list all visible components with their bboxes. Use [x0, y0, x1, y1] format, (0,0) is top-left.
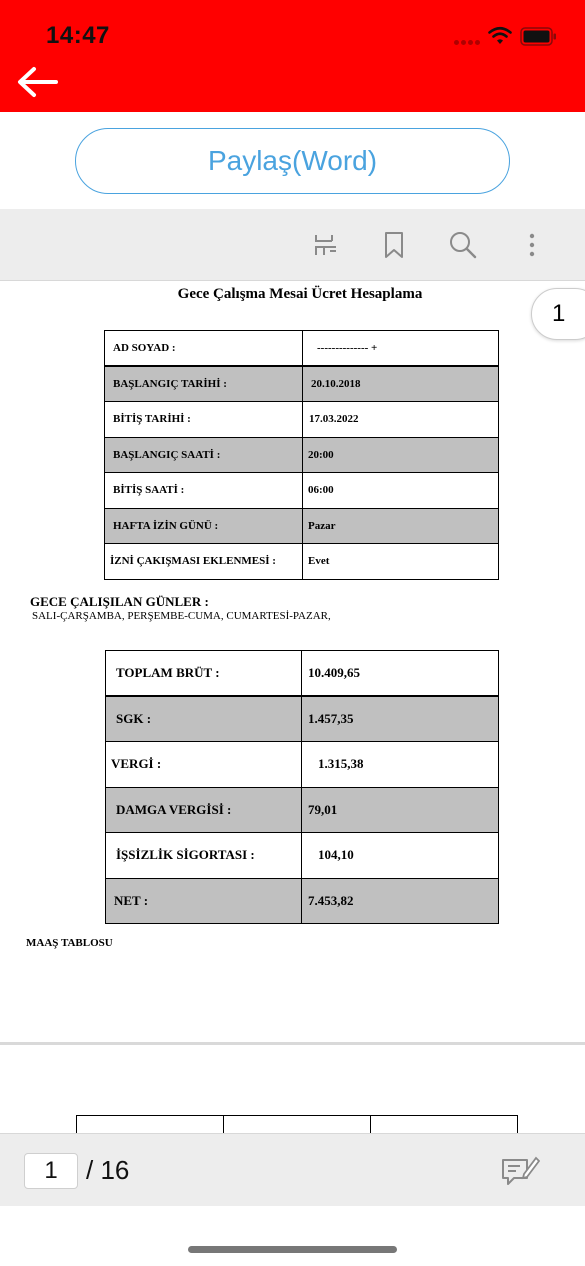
- row-label: DAMGA VERGİSİ :: [106, 787, 302, 833]
- row-label: TOPLAM BRÜT :: [106, 651, 302, 697]
- more-vertical-icon[interactable]: [516, 229, 548, 261]
- page-indicator[interactable]: 1: [531, 288, 585, 340]
- row-value: 06:00: [303, 473, 499, 509]
- table-row: [106, 833, 499, 879]
- row-value: 20.10.2018: [303, 366, 499, 402]
- row-label: NET :: [106, 878, 302, 924]
- row-value: 79,01: [302, 787, 499, 833]
- search-icon[interactable]: [447, 229, 479, 261]
- row-value: 7.453,82: [302, 878, 499, 924]
- wifi-icon: [487, 26, 513, 46]
- row-label: VERGİ :: [106, 742, 302, 788]
- table-row: [105, 473, 499, 509]
- bookmark-icon[interactable]: [378, 229, 410, 261]
- salary-table-label: MAAŞ TABLOSU: [26, 937, 113, 949]
- table-row: [106, 787, 499, 833]
- row-value: 17.03.2022: [303, 402, 499, 438]
- row-label: SGK :: [106, 696, 302, 742]
- viewer-toolbar: [0, 209, 585, 281]
- table-row: [105, 508, 499, 544]
- row-value: Pazar: [303, 508, 499, 544]
- row-label: BAŞLANGIÇ TARİHİ :: [105, 366, 303, 402]
- page-number-input[interactable]: 1: [24, 1153, 78, 1189]
- row-value: -------------- +: [303, 331, 499, 367]
- app-bar: [0, 0, 585, 112]
- row-value: 104,10: [302, 833, 499, 879]
- page-separator: [0, 1042, 585, 1045]
- table-row: [105, 437, 499, 473]
- signal-icon: [454, 40, 482, 46]
- row-value: Evet: [303, 544, 499, 580]
- next-page-table: [76, 1115, 518, 1133]
- info-table: [104, 330, 499, 580]
- home-indicator[interactable]: [188, 1246, 397, 1253]
- bottom-bar: [0, 1133, 585, 1206]
- table-row: [106, 878, 499, 924]
- table-row: [105, 544, 499, 580]
- arrow-left-icon[interactable]: [14, 62, 62, 102]
- row-label: HAFTA İZİN GÜNÜ :: [105, 508, 303, 544]
- row-value: 1.315,38: [302, 742, 499, 788]
- table-row: [105, 331, 499, 367]
- night-days-label: GECE ÇALIŞILAN GÜNLER :: [30, 594, 209, 609]
- battery-icon: [520, 27, 558, 46]
- table-row: [105, 402, 499, 438]
- row-label: BAŞLANGIÇ SAATİ :: [105, 437, 303, 473]
- table-row: [105, 366, 499, 402]
- row-value: 20:00: [303, 437, 499, 473]
- row-label: BİTİŞ TARİHİ :: [105, 402, 303, 438]
- summary-table: [105, 650, 499, 924]
- row-value: 1.457,35: [302, 696, 499, 742]
- table-row: [106, 651, 499, 697]
- row-label: BİTİŞ SAATİ :: [105, 473, 303, 509]
- night-days-value: SALI-ÇARŞAMBA, PERŞEMBE-CUMA, CUMARTESİ-PAZAR,: [32, 610, 331, 622]
- table-row: [106, 696, 499, 742]
- row-value: 10.409,65: [302, 651, 499, 697]
- page-total: / 16: [86, 1155, 130, 1185]
- row-label: İŞSİZLİK SİGORTASI :: [106, 833, 302, 879]
- annotate-icon[interactable]: [500, 1154, 540, 1188]
- table-row: [106, 742, 499, 788]
- share-word-button[interactable]: Paylaş(Word): [75, 128, 510, 194]
- pdf-viewport[interactable]: [0, 282, 585, 1133]
- status-time: 14:47: [46, 22, 110, 49]
- document-title: Gece Çalışma Mesai Ücret Hesaplama: [177, 286, 423, 302]
- view-mode-icon[interactable]: [310, 229, 342, 261]
- row-label: AD SOYAD :: [105, 331, 303, 367]
- row-label: İZNİ ÇAKIŞMASI EKLENMESİ :: [105, 544, 303, 580]
